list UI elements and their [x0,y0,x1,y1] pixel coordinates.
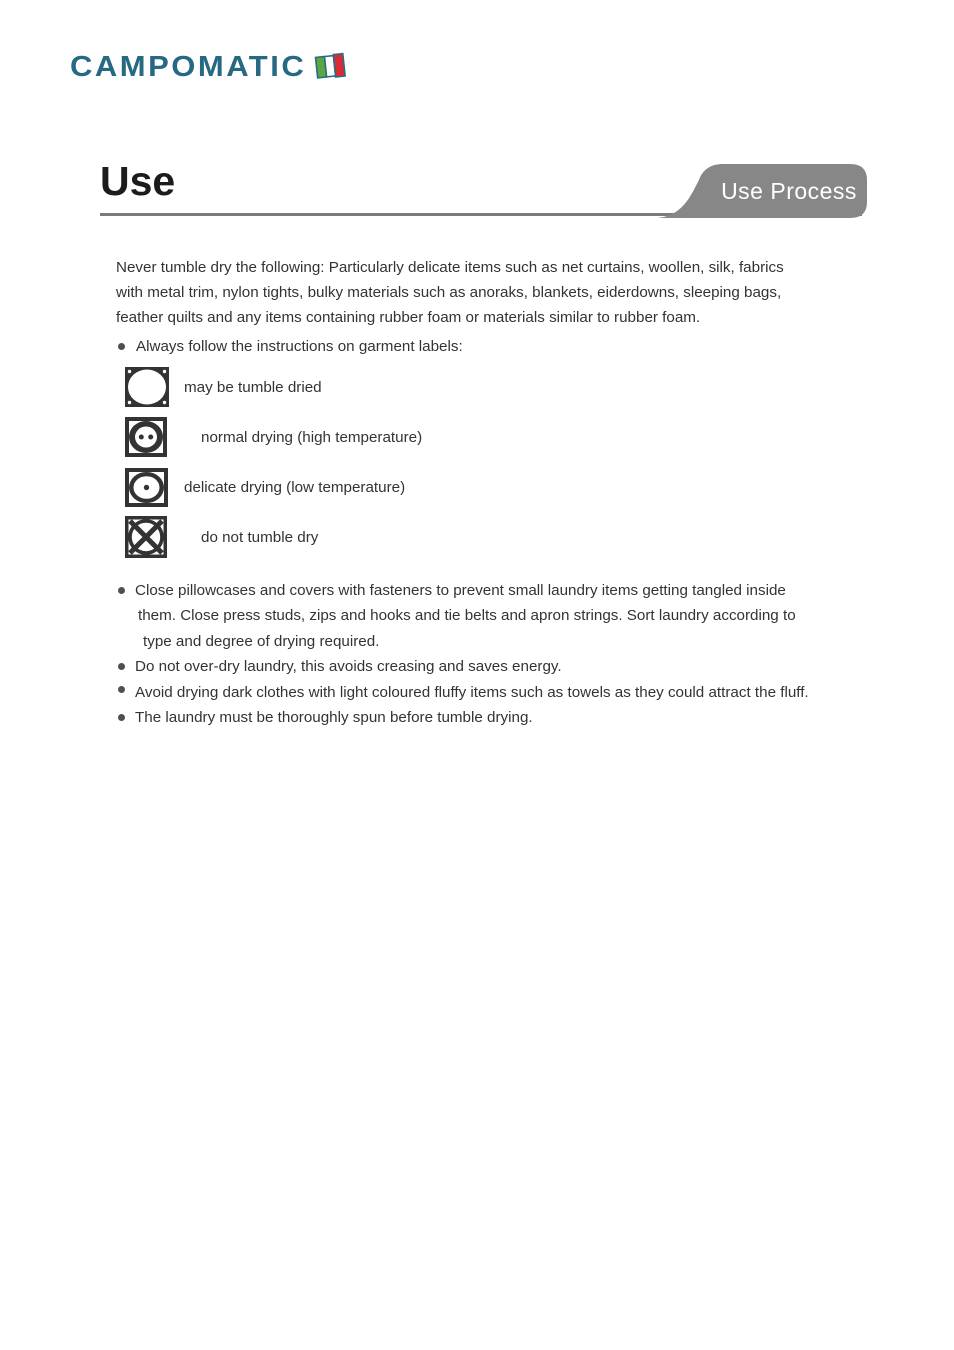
care-symbol-label: may be tumble dried [184,378,322,396]
campomatic-logo [70,50,347,82]
list-item [118,705,809,730]
list-item [118,680,809,705]
care-symbols-list [125,366,422,566]
care-symbol-label: do not tumble dry [201,528,319,546]
use-process-badge [657,164,867,218]
care-symbol-row [125,416,422,458]
garment-labels-text: Always follow the instructions on garment labels: [136,338,463,355]
care-symbol-row [125,516,422,558]
garment-labels-bullet [118,334,463,359]
tumble-dry-high-temp-icon [125,417,167,457]
care-symbol-label: delicate drying (low temperature) [184,478,406,496]
care-symbol-row [125,466,422,508]
bullet-dot [118,714,125,721]
tips-list [118,578,809,730]
list-item [118,654,809,679]
intro-line: Never tumble dry the following: Particularly delicate items such as net curtains, woollen, silk, fabrics [116,259,784,276]
intro-line: with metal trim, nylon tights, bulky materials such as anoraks, blankets, eiderdowns, sleeping bags, [116,284,782,301]
care-symbol-row [125,366,422,408]
bullet-dot [118,663,125,670]
bullet-dot [118,587,125,594]
tip-line: type and degree of drying required. [143,632,380,650]
tumble-dry-low-temp-icon [125,468,168,507]
tip-line: them. Close press studs, zips and hooks and tie belts and apron strings. Sort laundry according to [138,607,796,625]
intro-line: feather quilts and any items containing rubber foam or materials similar to rubber foam. [116,309,701,326]
badge-label: Use Process [721,177,857,204]
list-item [118,578,809,654]
tip-line: Avoid drying dark clothes with light coloured fluffy items such as towels as they could attract the fluff. [135,683,809,701]
page-title: Use [100,158,176,204]
tip-line: Do not over-dry laundry, this avoids creasing and saves energy. [135,658,562,676]
tip-line: Close pillowcases and covers with fasteners to prevent small laundry items getting tangled inside [135,582,786,599]
intro-paragraph [116,255,784,330]
bullet-dot [118,686,125,693]
tip-line: The laundry must be thoroughly spun before tumble drying. [135,709,533,727]
logo-text: CAMPOMATIC [70,49,307,83]
care-symbol-label: normal drying (high temperature) [201,428,423,446]
italian-flag-icon [313,50,347,82]
do-not-tumble-dry-icon [125,516,167,558]
tumble-dry-allowed-icon [125,367,169,407]
bullet-dot [118,343,125,350]
